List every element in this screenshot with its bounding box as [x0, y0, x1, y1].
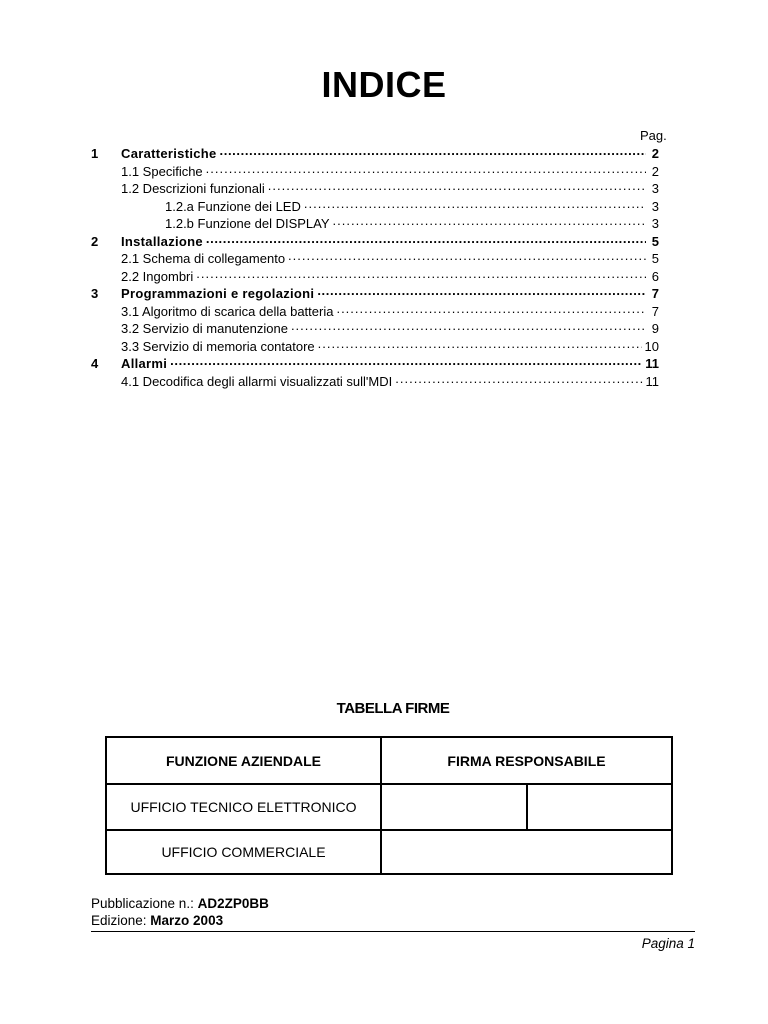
- toc-leader-dots: [395, 373, 642, 386]
- toc-leader-dots: [336, 303, 646, 316]
- edition-date: Marzo 2003: [150, 913, 224, 928]
- toc-entry-number: 4: [91, 356, 99, 371]
- toc-leader-dots: [170, 355, 642, 368]
- toc-leader-dots: [288, 250, 646, 263]
- footer-rule: [91, 931, 695, 932]
- toc-entry-page: 7: [651, 303, 659, 319]
- toc-entry[interactable]: [91, 233, 659, 251]
- toc-entry-page: 2: [651, 146, 659, 161]
- toc-entry-page: 3: [651, 216, 659, 231]
- toc-entry-page: 2: [651, 163, 659, 179]
- toc-entry-page: 3: [651, 181, 659, 196]
- toc-entry[interactable]: [91, 215, 659, 233]
- page-column-label: Pag.: [640, 128, 667, 143]
- toc-entry-label: 3.2 Servizio di manutenzione: [121, 321, 288, 336]
- toc-leader-dots: [304, 198, 646, 211]
- toc-entry[interactable]: [91, 250, 659, 268]
- toc-entry-label: 1.1 Specifiche: [121, 163, 203, 179]
- toc-entry-page: 10: [644, 338, 659, 354]
- signature-cell[interactable]: [382, 831, 671, 873]
- toc-entry[interactable]: [91, 355, 659, 373]
- page-number: Pagina 1: [641, 936, 695, 951]
- toc-leader-dots: [196, 268, 646, 281]
- toc-entry-label: 3.3 Servizio di memoria contatore: [121, 338, 315, 354]
- toc-entry-label: 1.2.a Funzione dei LED: [165, 198, 301, 214]
- toc-entry-page: 7: [651, 286, 659, 301]
- toc-entry-page: 5: [651, 251, 659, 266]
- toc-entry-label: Programmazioni e regolazioni: [121, 286, 315, 301]
- toc-entry-page: 11: [645, 356, 659, 371]
- toc-entry-number: 1: [91, 146, 99, 161]
- toc-leader-dots: [268, 180, 646, 193]
- toc-leader-dots: [206, 233, 646, 246]
- toc-entry-label: 1.2.b Funzione del DISPLAY: [165, 216, 330, 231]
- toc-entry[interactable]: [91, 338, 659, 356]
- toc-entry-page: 11: [645, 373, 659, 389]
- toc-entry[interactable]: [91, 303, 659, 321]
- toc-entry-label: Caratteristiche: [121, 146, 217, 161]
- signature-cell[interactable]: [382, 785, 526, 829]
- toc-leader-dots: [333, 215, 646, 228]
- toc-entry[interactable]: [91, 268, 659, 286]
- row-function-label: UFFICIO COMMERCIALE: [161, 844, 326, 860]
- toc-entry[interactable]: [91, 180, 659, 198]
- edition-label: Edizione:: [91, 913, 151, 928]
- toc-entry-label: Allarmi: [121, 356, 168, 371]
- toc-leader-dots: [220, 145, 646, 158]
- toc-entry-page: 9: [651, 321, 659, 336]
- toc-entry-label: Installazione: [121, 233, 203, 249]
- toc-entry-label: 2.1 Schema di collegamento: [121, 251, 286, 266]
- publication-label: Pubblicazione n.:: [91, 896, 198, 911]
- toc-entry[interactable]: [91, 320, 659, 338]
- toc-entry[interactable]: [91, 163, 659, 181]
- publication-info: [91, 895, 269, 929]
- toc-entry-page: 6: [651, 268, 659, 284]
- toc-entry[interactable]: [91, 145, 659, 163]
- toc-entry-number: 2: [91, 233, 99, 249]
- toc-entry[interactable]: [91, 198, 659, 216]
- toc-entry[interactable]: [91, 285, 659, 303]
- row-function-label: UFFICIO TECNICO ELETTRONICO: [130, 799, 357, 815]
- signature-table: [105, 736, 673, 875]
- toc-entry[interactable]: [91, 373, 659, 391]
- table-of-contents: [91, 145, 659, 390]
- page-title: INDICE: [321, 64, 447, 105]
- toc-entry-page: 3: [651, 198, 659, 214]
- publication-number: AD2ZP0BB: [197, 896, 269, 911]
- toc-entry-label: 1.2 Descrizioni funzionali: [121, 181, 265, 196]
- signature-cell[interactable]: [528, 785, 671, 829]
- toc-entry-label: 3.1 Algoritmo di scarica della batteria: [121, 303, 334, 319]
- toc-leader-dots: [206, 163, 646, 176]
- toc-entry-page: 5: [651, 233, 659, 249]
- toc-leader-dots: [317, 285, 646, 298]
- signature-table-title: TABELLA FIRME: [336, 700, 450, 717]
- header-function: FUNZIONE AZIENDALE: [165, 752, 322, 769]
- toc-entry-label: 4.1 Decodifica degli allarmi visualizzati sull'MDI: [121, 373, 393, 389]
- toc-leader-dots: [318, 338, 642, 351]
- header-signature: FIRMA RESPONSABILE: [447, 752, 606, 769]
- toc-entry-number: 3: [91, 286, 99, 301]
- toc-leader-dots: [291, 320, 646, 333]
- toc-entry-label: 2.2 Ingombri: [121, 268, 194, 284]
